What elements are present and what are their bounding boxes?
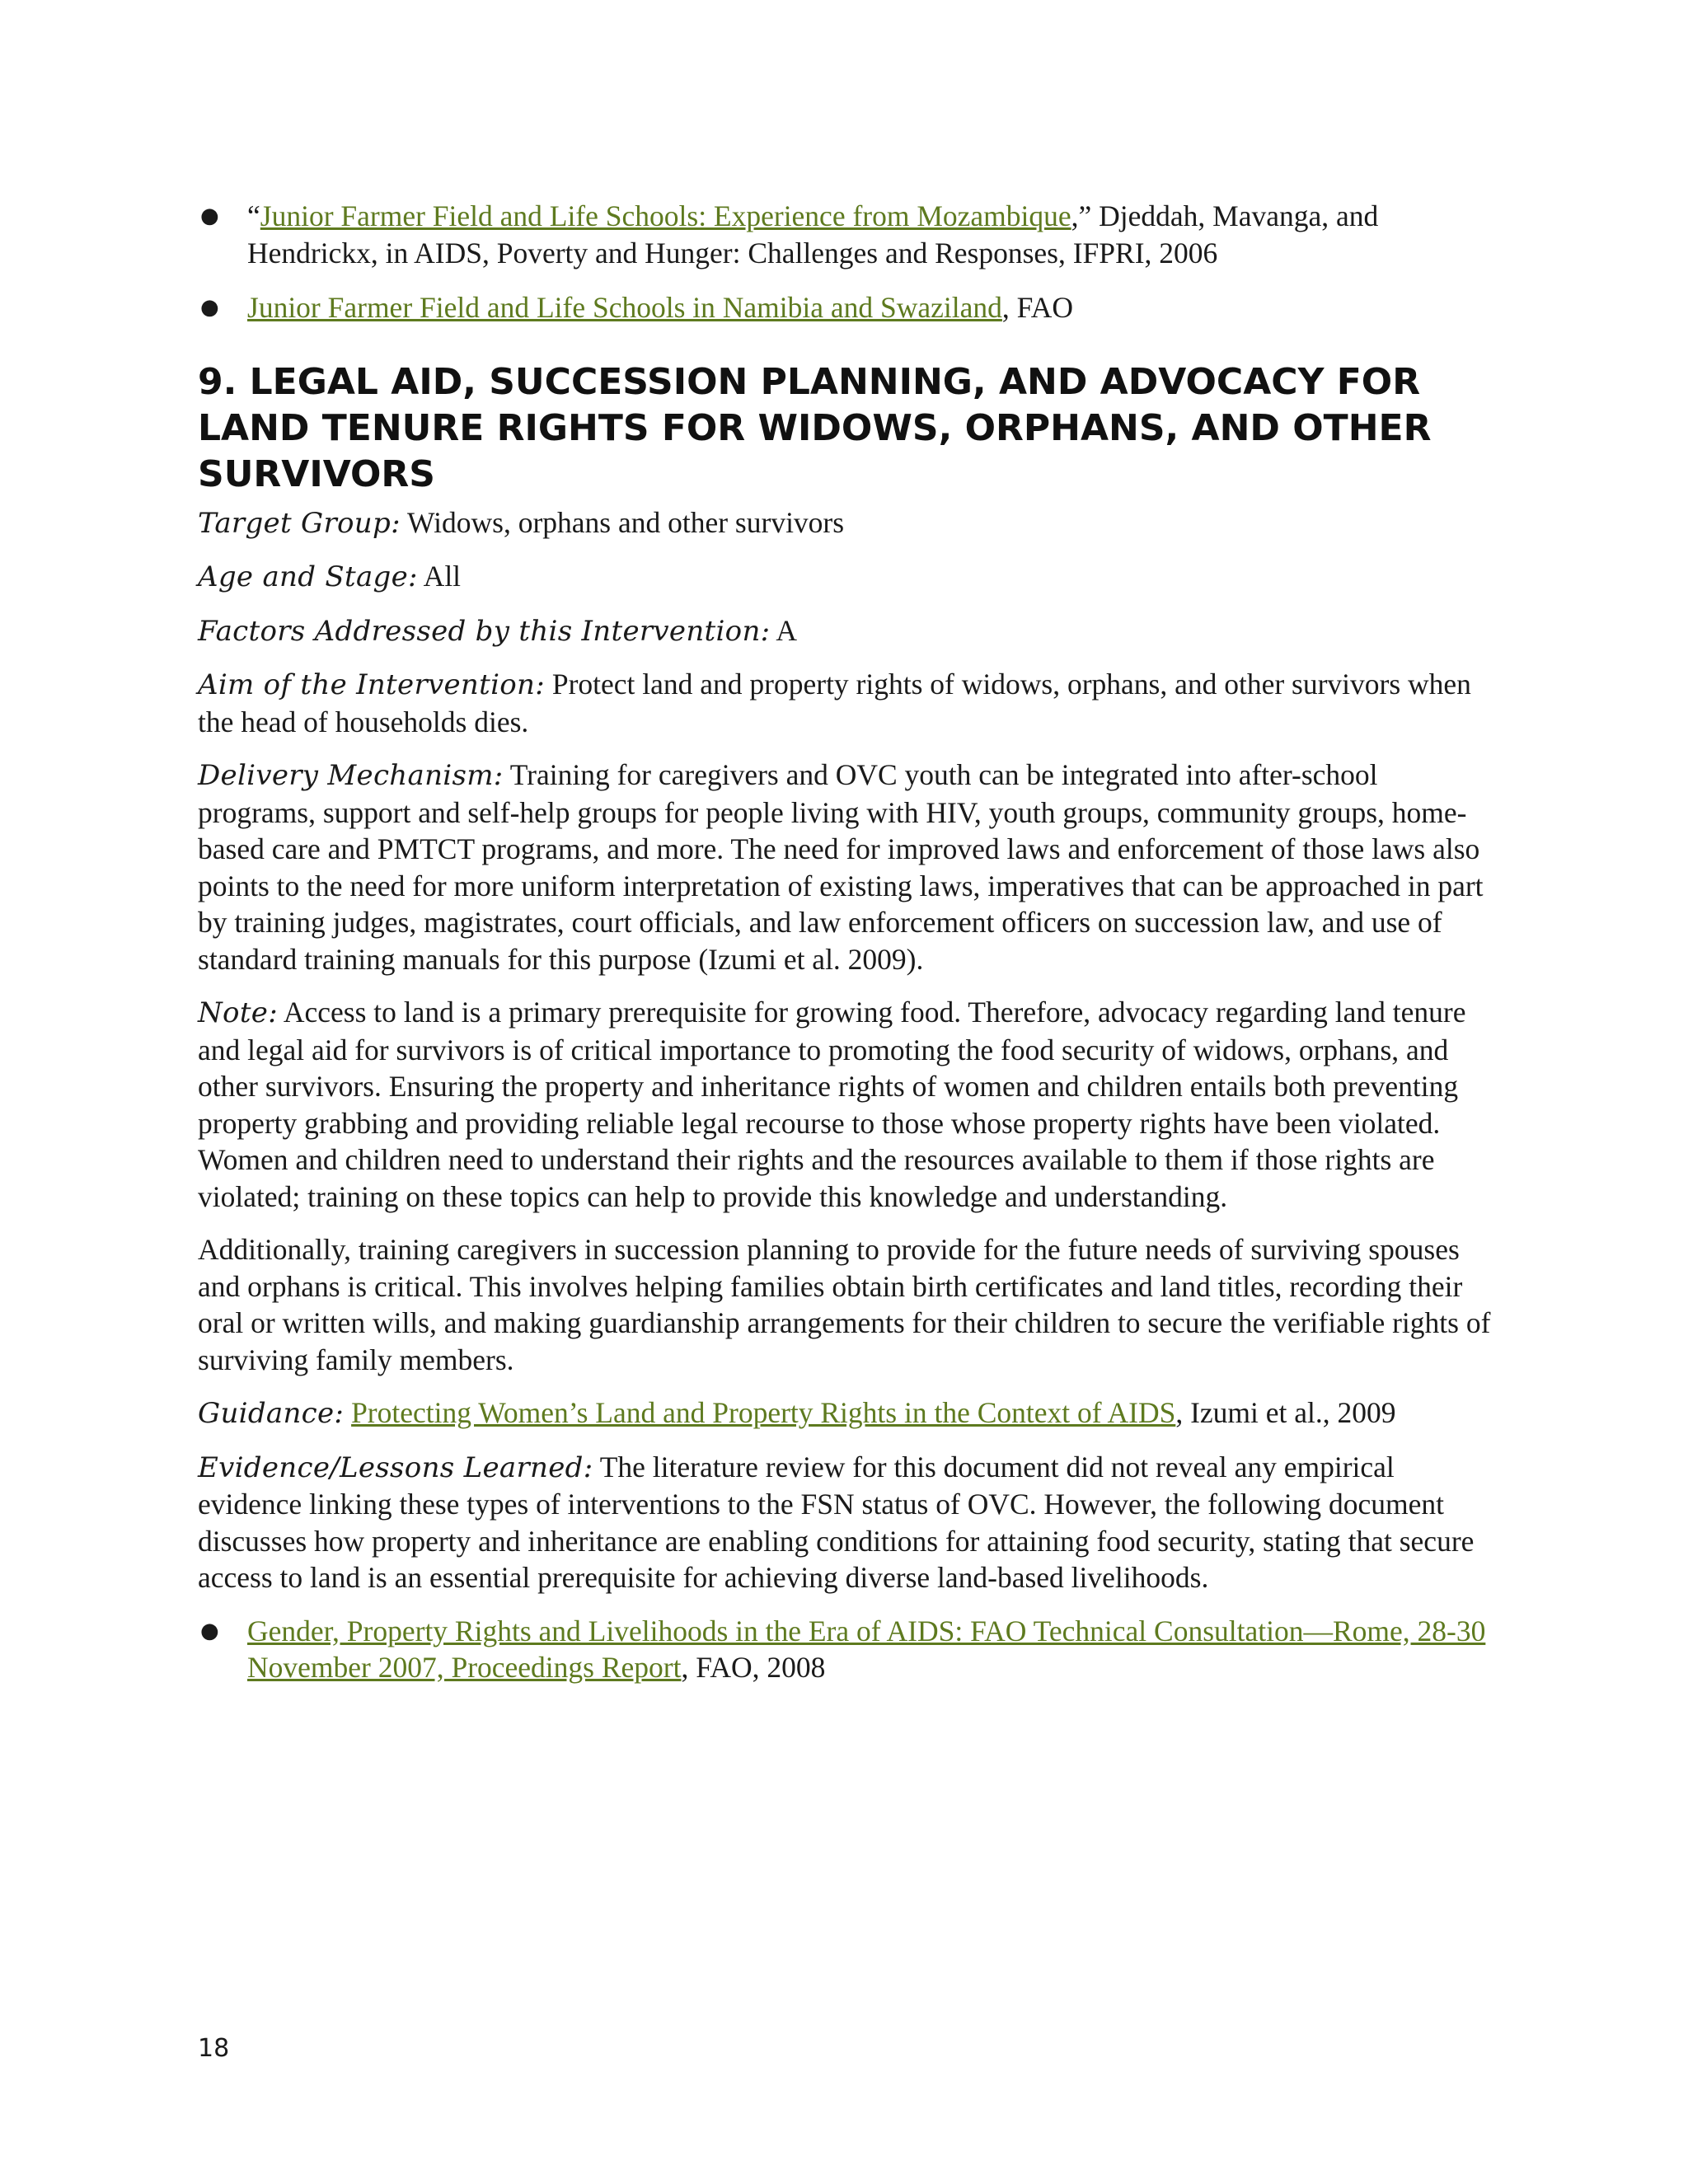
ref-link-fao-gender-property[interactable]: Gender, Property Rights and Livelihoods in the Era of AIDS: FAO Technical Consultation—Rome, 28-30 November 2007, Proceedings Report: [247, 1614, 1486, 1684]
guidance-suffix: , Izumi et al., 2009: [1175, 1396, 1396, 1429]
evidence-paragraph: [198, 1449, 1492, 1596]
bullet-icon: ●: [200, 1618, 219, 1643]
ref-suffix: , FAO: [1001, 291, 1074, 324]
delivery-text: Training for caregivers and OVC youth can be integrated into after-school programs, support and self-help groups for people living with HIV, youth groups, community groups, home-based care and PMTCT programs, and more. The need for improved laws and enforcement of those laws also points to the need for more uniform interpretation of existing laws, imperatives that can be approached in part by training judges, magistrates, court officials, and law enforcement officers on succession law, and use of standard training manuals for this purpose (Izumi et al. 2009).: [198, 758, 1484, 976]
page-content: [198, 198, 1492, 1704]
additional-paragraph: Additionally, training caregivers in succession planning to provide for the future needs of surviving spouses and orphans is critical. This involves helping families obtain birth certificates and land titles, recording their oral or written wills, and making guardianship arrangements for their children to secure the verifiable rights of surviving family members.: [198, 1233, 1491, 1376]
ref-link-namibia-swaziland[interactable]: Junior Farmer Field and Life Schools in Namibia and Swaziland: [247, 291, 1002, 324]
note-label: Note:: [198, 996, 278, 1029]
evidence-label: Evidence/Lessons Learned:: [198, 1451, 593, 1484]
section-heading: 9. LEGAL AID, SUCCESSION PLANNING, AND ADVOCACY FOR LAND TENURE RIGHTS FOR WIDOWS, ORPHANS, AND OTHER SURVIVORS: [198, 360, 1432, 495]
target-group-label: Target Group:: [198, 506, 401, 540]
page-number: 18: [198, 2034, 230, 2063]
note-paragraph: [198, 994, 1492, 1215]
target-group-text: Widows, orphans and other survivors: [400, 505, 845, 539]
ref-suffix: , FAO, 2008: [681, 1651, 826, 1684]
factors-paragraph: [198, 612, 1492, 650]
delivery-paragraph: [198, 757, 1492, 977]
evidence-text: The literature review for this document did not reveal any empirical evidence linking these types of interventions to the FSN status of OVC. However, the following document discusses how property and inheritance are enabling conditions for attaining food security, stating that secure access to land is an essential prerequisite for achieving diverse land-based livelihoods.: [198, 1450, 1475, 1594]
factors-label: Factors Addressed by this Intervention:: [198, 614, 771, 648]
list-item: [198, 289, 1492, 326]
bullet-icon: ●: [200, 295, 219, 320]
bullet-icon: ●: [200, 204, 219, 228]
list-item: [198, 1613, 1492, 1686]
age-stage-text: All: [417, 560, 462, 593]
target-group-paragraph: [198, 504, 1492, 542]
aim-paragraph: [198, 666, 1492, 740]
guidance-paragraph: [198, 1394, 1492, 1432]
bottom-reference-list: [198, 1613, 1492, 1686]
note-text: Access to land is a primary prerequisite for growing food. Therefore, advocacy regarding land tenure and legal aid for survivors is of critical importance to promoting the food security of widows, orphans, and other survivors. Ensuring the property and inheritance rights of women and children entails both preventing property grabbing and providing reliable legal recourse to those whose property rights have been violated. Women and children need to understand their rights and the resources available to them if those rights are violated; training on these topics can help to provide this knowledge and understanding.: [198, 996, 1466, 1213]
age-stage-paragraph: [198, 558, 1492, 596]
guidance-label: Guidance:: [198, 1397, 345, 1430]
ref-link-mozambique[interactable]: Junior Farmer Field and Life Schools: Experience from Mozambique: [260, 199, 1071, 232]
factors-text: A: [770, 613, 797, 647]
ref-suffix: ,” Djeddah, Mavanga, and Hendrickx, in AIDS, Poverty and Hunger: Challenges and Responses, IFPRI, 2006: [247, 199, 1379, 269]
list-item: [198, 198, 1492, 271]
top-reference-list: [198, 198, 1492, 326]
delivery-label: Delivery Mechanism:: [198, 759, 504, 792]
age-stage-label: Age and Stage:: [198, 560, 418, 593]
guidance-link[interactable]: Protecting Women’s Land and Property Rights in the Context of AIDS: [351, 1396, 1176, 1429]
ref-prefix: “: [247, 199, 260, 232]
aim-text: Protect land and property rights of widows, orphans, and other survivors when the head of households dies.: [198, 668, 1471, 738]
aim-label: Aim of the Intervention:: [198, 668, 545, 701]
